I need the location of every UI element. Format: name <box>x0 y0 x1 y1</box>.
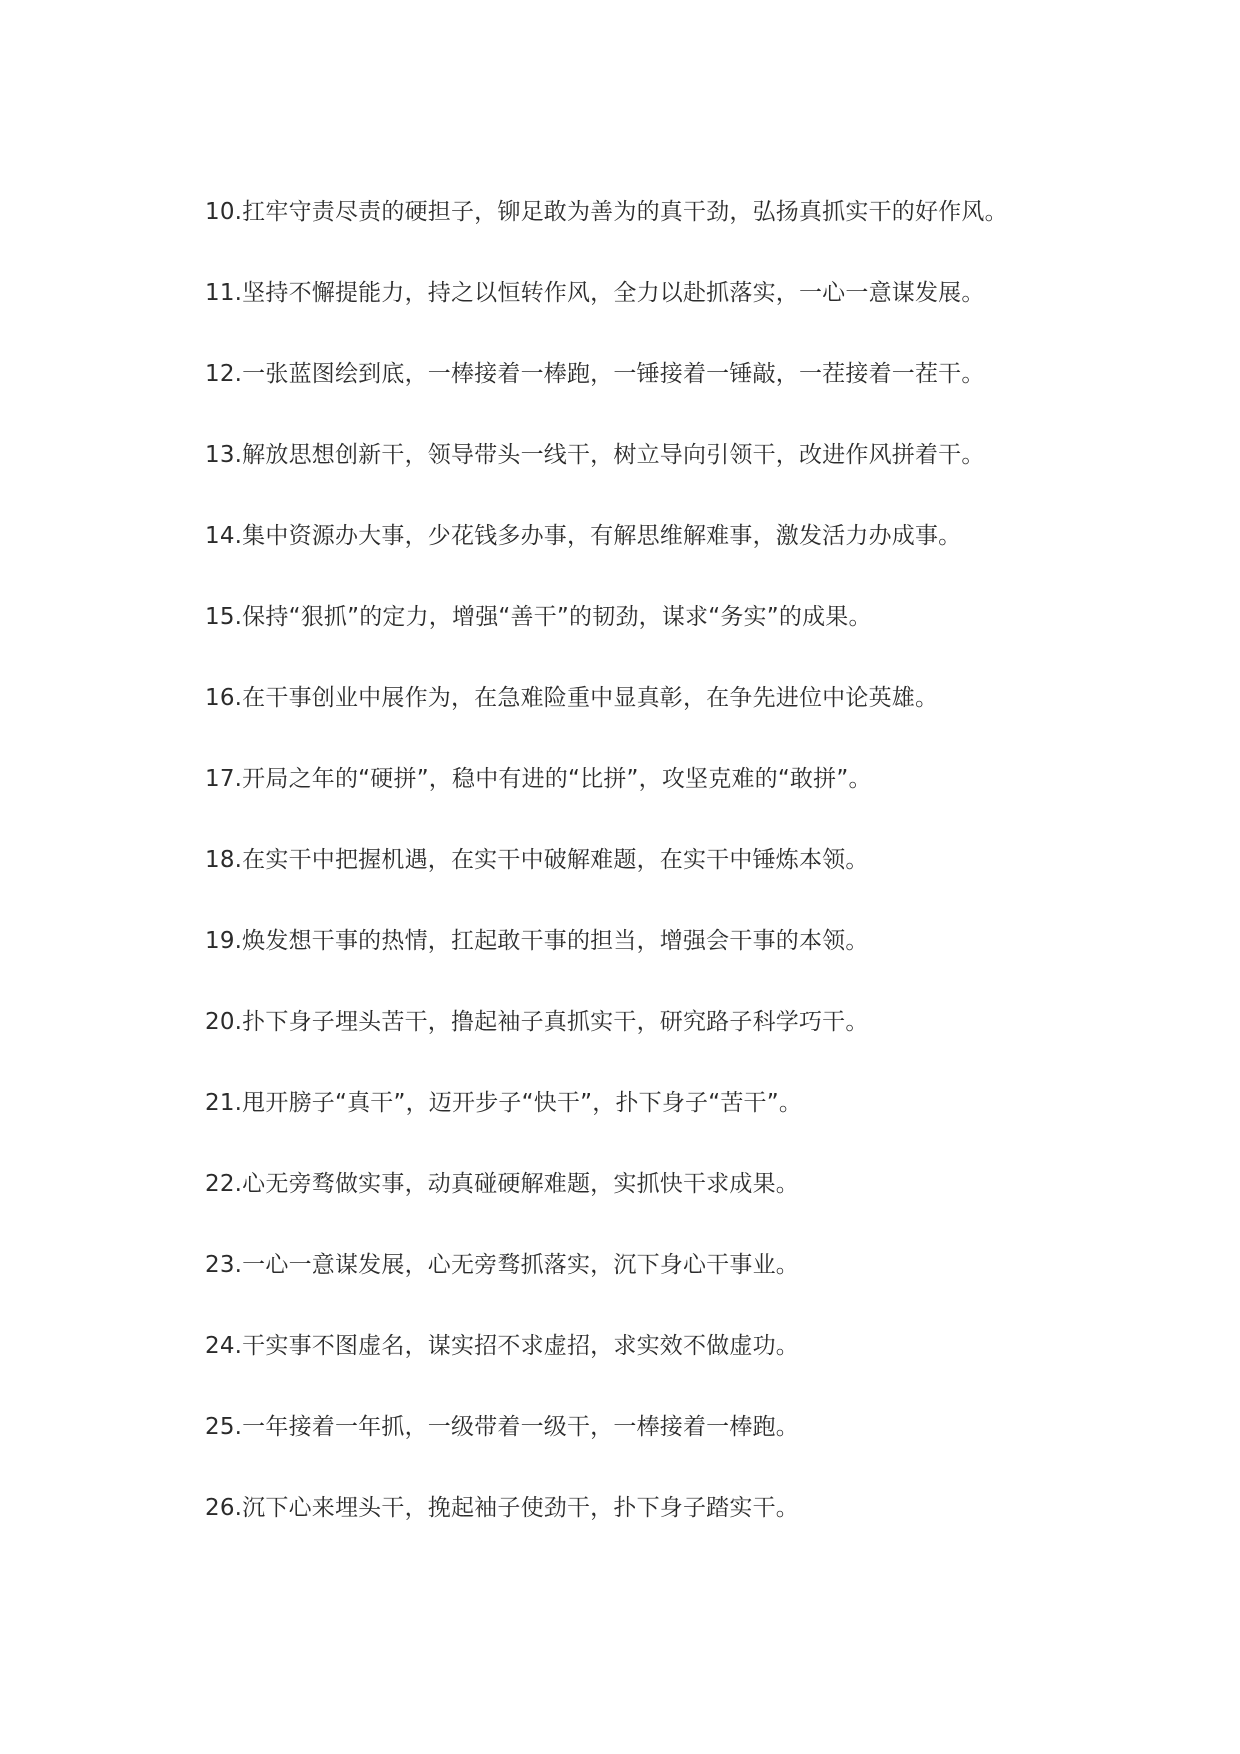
list-item: 20.扑下身子埋头苦干，撸起袖子真抓实干，研究路子科学巧干。 <box>205 1009 869 1035</box>
list-item: 12.一张蓝图绘到底，一棒接着一棒跑，一锤接着一锤敲，一茬接着一茬干。 <box>205 361 985 387</box>
list-item: 16.在干事创业中展作为，在急难险重中显真彰，在争先进位中论英雄。 <box>205 685 939 711</box>
list-item: 26.沉下心来埋头干，挽起袖子使劲干，扑下身子踏实干。 <box>205 1495 799 1521</box>
list-item: 10.扛牢守责尽责的硬担子，铆足敢为善为的真干劲，弘扬真抓实干的好作风。 <box>205 199 1008 225</box>
list-item: 22.心无旁骛做实事，动真碰硬解难题，实抓快干求成果。 <box>205 1171 799 1197</box>
list-item: 23.一心一意谋发展，心无旁骛抓落实，沉下身心干事业。 <box>205 1252 799 1278</box>
list-item: 15.保持“狠抓”的定力，增强“善干”的韧劲，谋求“务实”的成果。 <box>205 604 872 630</box>
list-item: 13.解放思想创新干，领导带头一线干，树立导向引领干，改进作风拼着干。 <box>205 442 985 468</box>
list-item: 21.甩开膀子“真干”，迈开步子“快干”，扑下身子“苦干”。 <box>205 1090 803 1116</box>
list-item: 19.焕发想干事的热情，扛起敢干事的担当，增强会干事的本领。 <box>205 928 869 954</box>
list-item: 25.一年接着一年抓，一级带着一级干，一棒接着一棒跑。 <box>205 1414 799 1440</box>
list-item: 17.开局之年的“硬拼”，稳中有进的“比拼”，攻坚克难的“敢拼”。 <box>205 766 872 792</box>
list-item: 14.集中资源办大事，少花钱多办事，有解思维解难事，激发活力办成事。 <box>205 523 962 549</box>
list-item: 24.干实事不图虚名，谋实招不求虚招，求实效不做虚功。 <box>205 1333 799 1359</box>
list-item: 18.在实干中把握机遇，在实干中破解难题，在实干中锤炼本领。 <box>205 847 869 873</box>
list-item: 11.坚持不懈提能力，持之以恒转作风，全力以赴抓落实，一心一意谋发展。 <box>205 280 985 306</box>
slogan-list <box>205 195 1165 1572</box>
